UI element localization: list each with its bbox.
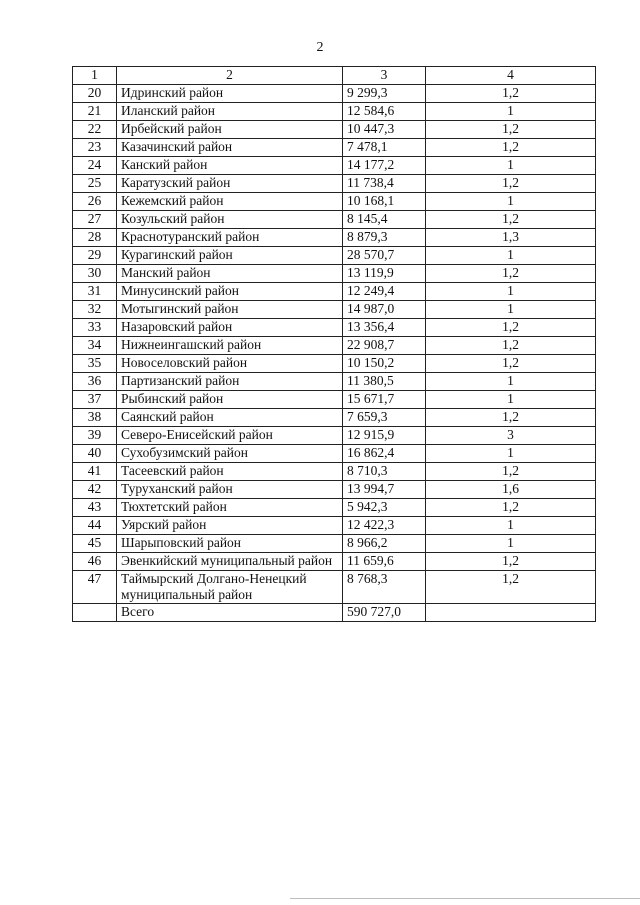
table-row xyxy=(73,283,596,301)
coefficient-value: 1,2 xyxy=(426,355,596,373)
amount-value: 13 119,9 xyxy=(343,265,426,283)
table-row xyxy=(73,499,596,517)
table-row xyxy=(73,103,596,121)
amount-value: 590 727,0 xyxy=(343,604,426,622)
district-name: Рыбинский район xyxy=(117,391,343,409)
table-row xyxy=(73,463,596,481)
district-name: Шарыповский район xyxy=(117,535,343,553)
district-name: Кежемский район xyxy=(117,193,343,211)
row-number: 46 xyxy=(73,553,117,571)
coefficient-value: 1,2 xyxy=(426,571,596,604)
coefficient-value: 1,2 xyxy=(426,553,596,571)
coefficient-value: 1,2 xyxy=(426,409,596,427)
header-cell-1: 1 xyxy=(73,67,117,85)
amount-value: 15 671,7 xyxy=(343,391,426,409)
amount-value: 8 966,2 xyxy=(343,535,426,553)
row-number: 42 xyxy=(73,481,117,499)
coefficient-value: 1 xyxy=(426,247,596,265)
row-number: 24 xyxy=(73,157,117,175)
district-name: Туруханский район xyxy=(117,481,343,499)
row-number: 39 xyxy=(73,427,117,445)
coefficient-value: 1,3 xyxy=(426,229,596,247)
coefficient-value: 1 xyxy=(426,283,596,301)
row-number: 25 xyxy=(73,175,117,193)
district-name: Канский район xyxy=(117,157,343,175)
district-name: Тюхтетский район xyxy=(117,499,343,517)
table-row xyxy=(73,301,596,319)
district-name: Идринский район xyxy=(117,85,343,103)
row-number: 45 xyxy=(73,535,117,553)
row-number: 36 xyxy=(73,373,117,391)
amount-value: 8 879,3 xyxy=(343,229,426,247)
amount-value: 8 768,3 xyxy=(343,571,426,604)
amount-value: 9 299,3 xyxy=(343,85,426,103)
row-number xyxy=(73,604,117,622)
row-number: 29 xyxy=(73,247,117,265)
coefficient-value: 3 xyxy=(426,427,596,445)
row-number: 37 xyxy=(73,391,117,409)
table-row xyxy=(73,247,596,265)
amount-value: 12 249,4 xyxy=(343,283,426,301)
table-body xyxy=(73,67,596,622)
amount-value: 11 659,6 xyxy=(343,553,426,571)
amount-value: 13 994,7 xyxy=(343,481,426,499)
row-number: 28 xyxy=(73,229,117,247)
amount-value: 7 478,1 xyxy=(343,139,426,157)
district-name: Северо-Енисейский район xyxy=(117,427,343,445)
amount-value: 10 168,1 xyxy=(343,193,426,211)
coefficient-value: 1 xyxy=(426,103,596,121)
amount-value: 16 862,4 xyxy=(343,445,426,463)
amount-value: 12 915,9 xyxy=(343,427,426,445)
row-number: 32 xyxy=(73,301,117,319)
table-row xyxy=(73,157,596,175)
district-name: Эвенкийский муниципальный район xyxy=(117,553,343,571)
row-number: 33 xyxy=(73,319,117,337)
table-row xyxy=(73,553,596,571)
coefficient-value: 1,2 xyxy=(426,175,596,193)
row-number: 35 xyxy=(73,355,117,373)
row-number: 40 xyxy=(73,445,117,463)
coefficient-value: 1,6 xyxy=(426,481,596,499)
district-name: Козульский район xyxy=(117,211,343,229)
coefficient-value xyxy=(426,604,596,622)
scan-edge-line xyxy=(290,898,640,899)
amount-value: 13 356,4 xyxy=(343,319,426,337)
coefficient-value: 1 xyxy=(426,301,596,319)
district-name: Минусинский район xyxy=(117,283,343,301)
table-row xyxy=(73,319,596,337)
header-cell-2: 2 xyxy=(117,67,343,85)
amount-value: 8 145,4 xyxy=(343,211,426,229)
amount-value: 14 987,0 xyxy=(343,301,426,319)
table-row xyxy=(73,121,596,139)
table-row xyxy=(73,427,596,445)
district-name: Таймырский Долгано-Ненецкий муниципальный район xyxy=(117,571,343,604)
row-number: 21 xyxy=(73,103,117,121)
amount-value: 22 908,7 xyxy=(343,337,426,355)
coefficient-value: 1 xyxy=(426,373,596,391)
table-row xyxy=(73,517,596,535)
row-number: 43 xyxy=(73,499,117,517)
row-number: 30 xyxy=(73,265,117,283)
header-cell-3: 3 xyxy=(343,67,426,85)
row-number: 34 xyxy=(73,337,117,355)
row-number: 27 xyxy=(73,211,117,229)
table-row xyxy=(73,85,596,103)
amount-value: 14 177,2 xyxy=(343,157,426,175)
coefficient-value: 1 xyxy=(426,535,596,553)
table-row xyxy=(73,193,596,211)
table-row xyxy=(73,481,596,499)
table-row xyxy=(73,409,596,427)
amount-value: 10 150,2 xyxy=(343,355,426,373)
row-number: 41 xyxy=(73,463,117,481)
amount-value: 11 380,5 xyxy=(343,373,426,391)
district-name: Новоселовский район xyxy=(117,355,343,373)
district-name: Всего xyxy=(117,604,343,622)
coefficient-value: 1,2 xyxy=(426,85,596,103)
table-row xyxy=(73,175,596,193)
row-number: 20 xyxy=(73,85,117,103)
row-number: 26 xyxy=(73,193,117,211)
page-number: 2 xyxy=(316,40,324,55)
district-name: Иланский район xyxy=(117,103,343,121)
table-row xyxy=(73,229,596,247)
row-number: 31 xyxy=(73,283,117,301)
table-row xyxy=(73,535,596,553)
amount-value: 10 447,3 xyxy=(343,121,426,139)
amount-value: 7 659,3 xyxy=(343,409,426,427)
amount-value: 5 942,3 xyxy=(343,499,426,517)
district-name: Курагинский район xyxy=(117,247,343,265)
district-name: Уярский район xyxy=(117,517,343,535)
row-number: 23 xyxy=(73,139,117,157)
table-row xyxy=(73,391,596,409)
table-row xyxy=(73,355,596,373)
coefficient-value: 1,2 xyxy=(426,265,596,283)
amount-value: 12 422,3 xyxy=(343,517,426,535)
row-number: 22 xyxy=(73,121,117,139)
district-name: Мотыгинский район xyxy=(117,301,343,319)
district-name: Саянский район xyxy=(117,409,343,427)
table-row xyxy=(73,571,596,604)
table-row xyxy=(73,373,596,391)
district-name: Нижнеингашский район xyxy=(117,337,343,355)
district-name: Краснотуранский район xyxy=(117,229,343,247)
amount-value: 12 584,6 xyxy=(343,103,426,121)
coefficient-value: 1 xyxy=(426,193,596,211)
table-row xyxy=(73,337,596,355)
amount-value: 28 570,7 xyxy=(343,247,426,265)
allocation-table xyxy=(72,66,596,622)
amount-value: 11 738,4 xyxy=(343,175,426,193)
header-cell-4: 4 xyxy=(426,67,596,85)
row-number: 47 xyxy=(73,571,117,604)
amount-value: 8 710,3 xyxy=(343,463,426,481)
coefficient-value: 1,2 xyxy=(426,337,596,355)
coefficient-value: 1,2 xyxy=(426,139,596,157)
coefficient-value: 1,2 xyxy=(426,499,596,517)
district-name: Каратузский район xyxy=(117,175,343,193)
coefficient-value: 1,2 xyxy=(426,319,596,337)
district-name: Партизанский район xyxy=(117,373,343,391)
table-row xyxy=(73,445,596,463)
district-name: Казачинский район xyxy=(117,139,343,157)
coefficient-value: 1,2 xyxy=(426,121,596,139)
district-name: Тасеевский район xyxy=(117,463,343,481)
coefficient-value: 1 xyxy=(426,445,596,463)
table-row xyxy=(73,265,596,283)
table-header-row xyxy=(73,67,596,85)
table-row xyxy=(73,211,596,229)
row-number: 44 xyxy=(73,517,117,535)
district-name: Назаровский район xyxy=(117,319,343,337)
district-name: Ирбейский район xyxy=(117,121,343,139)
total-row xyxy=(73,604,596,622)
table-row xyxy=(73,139,596,157)
coefficient-value: 1 xyxy=(426,157,596,175)
district-name: Манский район xyxy=(117,265,343,283)
district-name: Сухобузимский район xyxy=(117,445,343,463)
coefficient-value: 1 xyxy=(426,517,596,535)
coefficient-value: 1,2 xyxy=(426,211,596,229)
coefficient-value: 1,2 xyxy=(426,463,596,481)
coefficient-value: 1 xyxy=(426,391,596,409)
row-number: 38 xyxy=(73,409,117,427)
